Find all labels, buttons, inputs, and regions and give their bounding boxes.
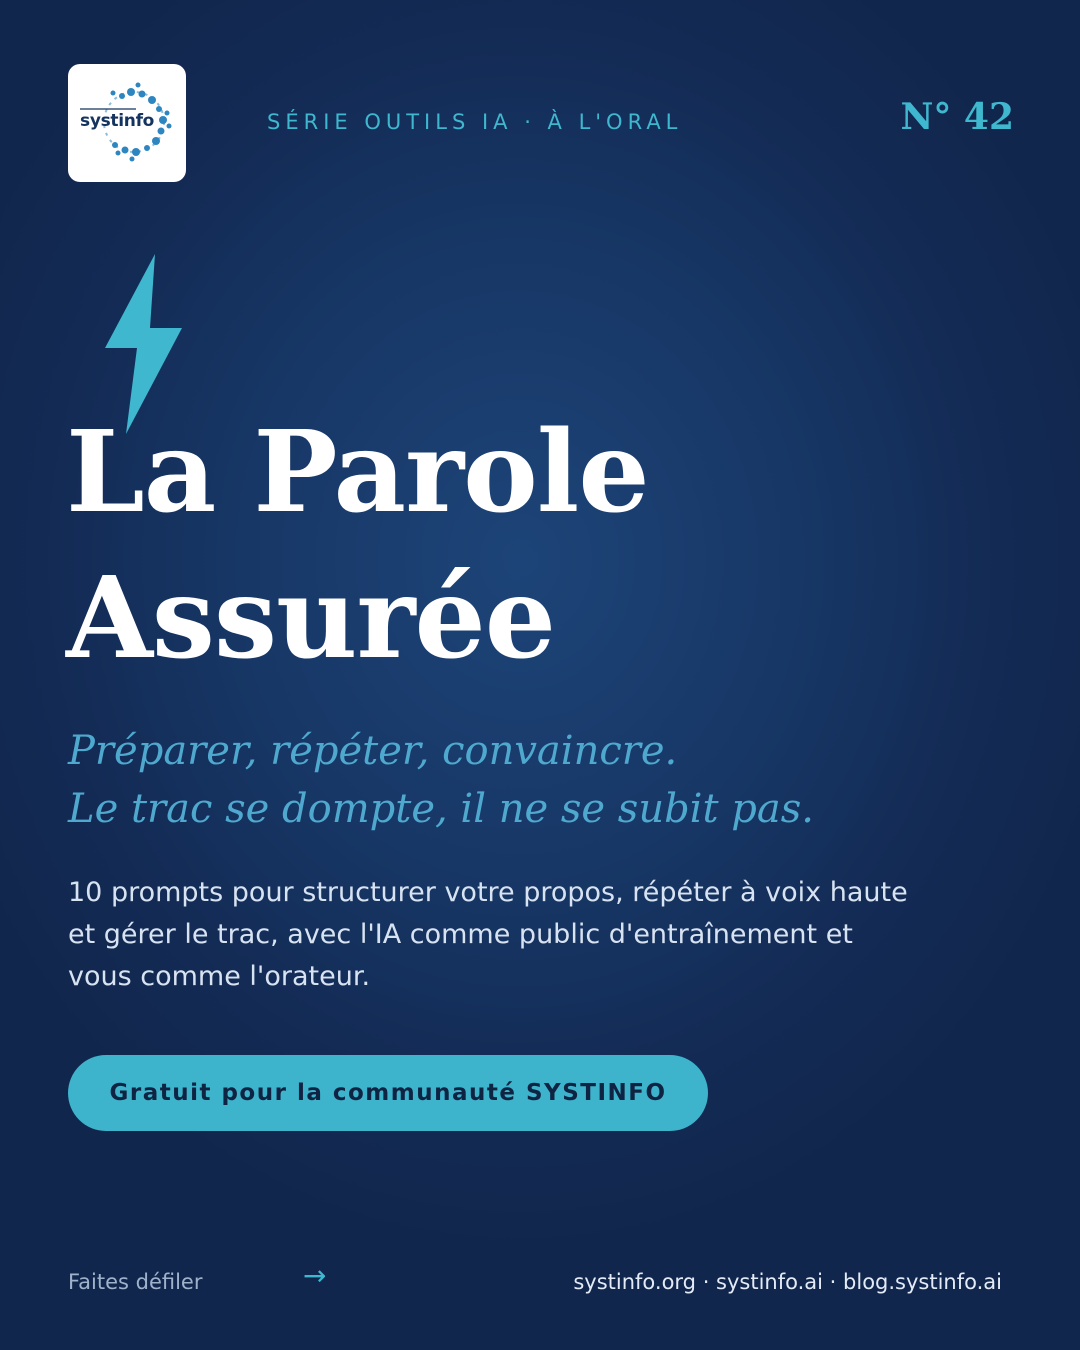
footer-links	[573, 1270, 1002, 1294]
separator: ·	[823, 1270, 844, 1294]
community-cta-button[interactable]: Gratuit pour la communauté SYSTINFO	[68, 1055, 708, 1131]
scroll-hint: Faites défiler	[68, 1270, 203, 1294]
arrow-right-icon[interactable]: →	[303, 1259, 327, 1292]
tagline-line-2: Le trac se dompte, il ne se subit pas.	[68, 786, 814, 832]
tagline-line-1: Préparer, répéter, convaincre.	[68, 728, 678, 774]
issue-number: N° 42	[900, 96, 1014, 138]
title-line-2: Assurée	[66, 553, 555, 684]
link-systinfo-org[interactable]: systinfo.org	[573, 1270, 697, 1294]
link-blog-systinfo-ai[interactable]: blog.systinfo.ai	[843, 1270, 1002, 1294]
series-label: SÉRIE OUTILS IA · À L'ORAL	[267, 110, 683, 134]
description: 10 prompts pour structurer votre propos, répéter à voix haute et gérer le trac, avec l'IA comme public d'entraînement et vous comme l'orateur.	[68, 877, 908, 992]
page-title	[66, 400, 649, 692]
systinfo-logo[interactable]	[68, 64, 186, 182]
link-systinfo-ai[interactable]: systinfo.ai	[716, 1270, 823, 1294]
tagline	[68, 722, 814, 838]
title-line-1: La Parole	[66, 407, 649, 538]
separator: ·	[696, 1270, 717, 1294]
logo-text: systinfo	[80, 111, 155, 131]
